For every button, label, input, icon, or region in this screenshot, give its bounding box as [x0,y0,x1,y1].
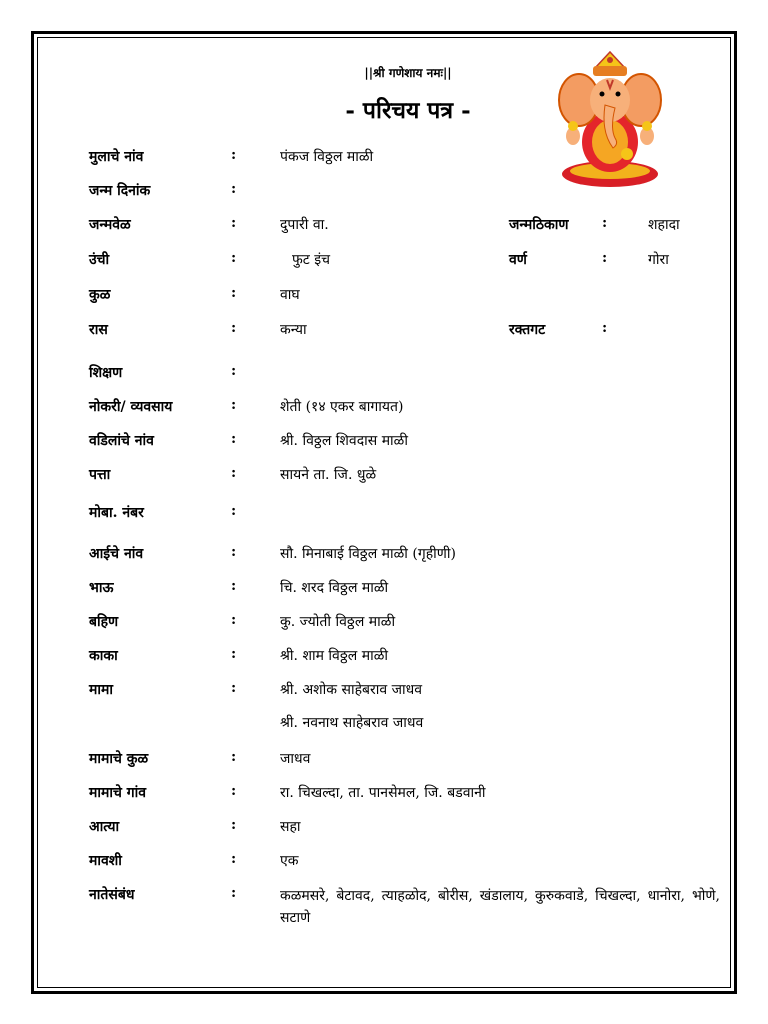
birth-time-value: दुपारी वा. [280,217,329,233]
birth-time-label: जन्मवेळ [89,217,131,233]
maternal-village-label: मामाचे गांव [89,785,147,801]
row-maternal-aunt [0,851,768,877]
colon: : [231,578,237,594]
row-clan [0,285,768,311]
relations-value: कळमसरे, बेटावद, त्याहळोद, बोरीस, खंडालाय, कुरुकवाडे, चिखल्दा, धानोरा, भोणे, सटाणे [280,888,720,926]
row-relations [0,885,768,935]
uncle-value: श्री. शाम विठ्ठल माळी [280,648,389,664]
education-label: शिक्षण [89,365,123,381]
colon: : [231,612,237,628]
complexion-value: गोरा [648,252,669,268]
colon: : [602,250,608,266]
dob-label: जन्म दिनांक [89,183,151,199]
brother-value: चि. शरद विठ्ठल माळी [280,580,389,596]
colon: : [231,181,237,197]
mobile-label: मोबा. नंबर [89,505,144,521]
name-label: मुलाचे नांव [89,149,144,165]
row-mobile [0,503,768,529]
address-label: पत्ता [89,467,111,483]
colon: : [231,250,237,266]
row-occupation [0,397,768,423]
colon: : [231,285,237,301]
father-value: श्री. विठ्ठल शिवदास माळी [280,433,408,449]
mother-label: आईचे नांव [89,546,144,562]
uncle-label: काका [89,648,118,664]
name-value: पंकज विठ्ठल माळी [280,149,374,165]
row-height [0,250,768,276]
sister-value: कु. ज्योती विठ्ठल माळी [280,614,396,630]
row-maternal-clan [0,749,768,775]
row-rashi [0,320,768,346]
occupation-value: शेती (१४ एकर बागायत) [280,399,404,415]
paternal-aunt-value: सहा [280,819,301,835]
rashi-value: कन्या [280,322,307,338]
row-maternal-uncle [0,680,768,706]
birth-place-label: जन्मठिकाण [509,217,569,233]
colon: : [231,680,237,696]
maternal-uncle-value-2: श्री. नवनाथ साहेबराव जाधव [280,715,424,731]
height-value: फुट इंच [292,252,331,268]
row-mother [0,544,768,570]
row-maternal-village [0,783,768,809]
colon: : [231,783,237,799]
relations-label: नातेसंबंध [89,887,135,903]
row-maternal-uncle-2 [0,713,768,739]
colon: : [231,817,237,833]
row-address [0,465,768,491]
row-uncle [0,646,768,672]
father-label: वडिलांचे नांव [89,433,154,449]
colon: : [231,465,237,481]
brother-label: भाऊ [89,580,114,596]
colon: : [231,363,237,379]
colon: : [231,851,237,867]
maternal-uncle-value: श्री. अशोक साहेबराव जाधव [280,682,422,698]
colon: : [231,147,237,163]
row-father [0,431,768,457]
page-title: - परिचय पत्र - [345,97,471,124]
colon: : [231,885,237,901]
colon: : [231,503,237,519]
row-brother [0,578,768,604]
mother-value: सौ. मिनाबाई विठ्ठल माळी (गृहीणी) [280,546,457,562]
invocation-text: ||श्री गणेशाय नमः|| [364,66,452,80]
row-birth-time [0,215,768,241]
colon: : [231,431,237,447]
colon: : [231,749,237,765]
maternal-aunt-value: एक [280,853,299,869]
colon: : [231,544,237,560]
clan-label: कुळ [89,287,111,303]
paternal-aunt-label: आत्या [89,819,120,835]
colon: : [602,215,608,231]
maternal-aunt-label: मावशी [89,853,122,869]
birth-place-value: शहादा [648,217,680,233]
colon: : [231,215,237,231]
colon: : [231,646,237,662]
row-education [0,363,768,389]
clan-value: वाघ [280,287,300,303]
rashi-label: रास [89,322,108,338]
row-dob [0,181,768,207]
maternal-village-value: रा. चिखल्दा, ता. पानसेमल, जि. बडवानी [280,785,486,801]
row-paternal-aunt [0,817,768,843]
colon: : [602,320,608,336]
row-name [0,147,768,173]
maternal-clan-value: जाधव [280,751,311,767]
maternal-clan-label: मामाचे कुळ [89,751,149,767]
complexion-label: वर्ण [509,252,527,268]
maternal-uncle-label: मामा [89,682,113,698]
sister-label: बहिण [89,614,119,630]
row-sister [0,612,768,638]
colon: : [231,397,237,413]
height-label: उंची [89,252,110,268]
address-value: सायने ता. जि. धुळे [280,467,377,483]
occupation-label: नोकरी/ व्यवसाय [89,399,173,415]
blood-group-label: रक्तगट [509,322,546,338]
colon: : [231,320,237,336]
